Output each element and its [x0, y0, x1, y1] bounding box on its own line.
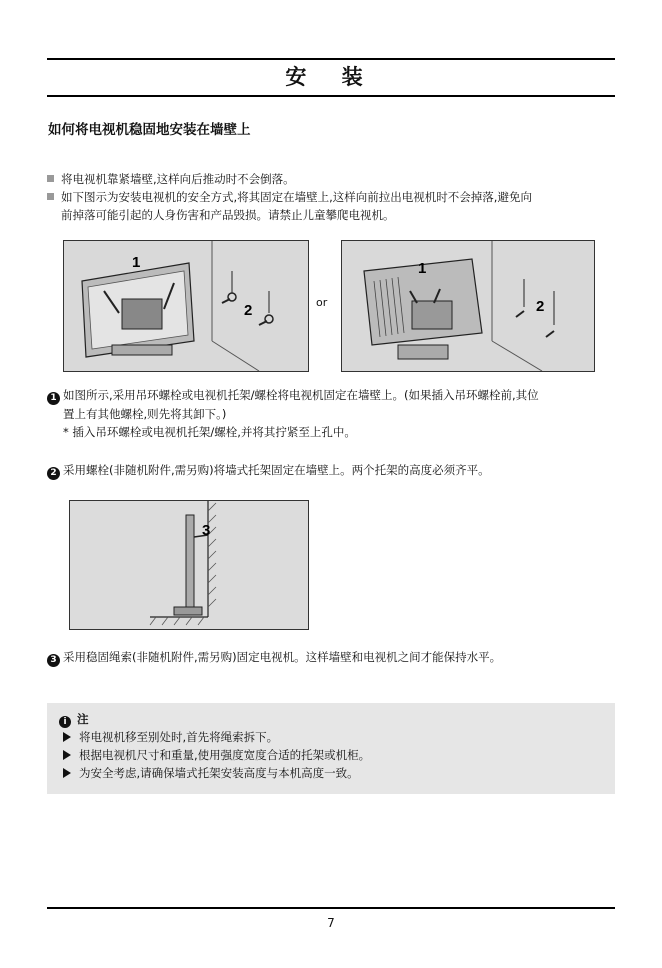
step-1 [47, 386, 622, 441]
step-3-text: 采用稳固绳索(非随机附件,需另购)固定电视机。这样墙壁和电视机之间才能保持水平。 [63, 650, 502, 664]
note-item-text: 为安全考虑,请确保墙式托架安装高度与本机高度一致。 [79, 766, 359, 780]
step-2 [47, 461, 622, 480]
step-number-badge: 1 [47, 392, 60, 405]
tv-wall-illustration-1 [64, 241, 308, 371]
note-heading [59, 711, 89, 728]
step-2-text: 采用螺栓(非随机附件,需另购)将墙式托架固定在墙壁上。两个托架的高度必须齐平。 [63, 463, 490, 477]
bullet-text: 将电视机靠紧墙壁,这样向后推动时不会倒落。 [61, 172, 295, 186]
step-1-note: * 插入吊环螺栓或电视机托架/螺栓,并将其拧紧至上孔中。 [63, 425, 356, 439]
bullet-item [47, 170, 622, 188]
bullet-square-icon [47, 175, 54, 182]
figure-tv-side [69, 500, 309, 630]
page-title: 安 装 [285, 65, 377, 89]
note-item [63, 764, 359, 782]
bullet-item [47, 188, 622, 224]
step-1-text: 如图所示,采用吊环螺栓或电视机托架/螺栓将电视机固定在墙壁上。(如果插入吊环螺栓前,其位 [63, 388, 539, 402]
info-icon: i [59, 716, 71, 728]
note-heading-text: 注 [77, 712, 89, 726]
note-item [63, 728, 278, 746]
note-box [47, 703, 615, 794]
title-underline [47, 95, 615, 97]
note-item [63, 746, 370, 764]
step-1-text-continued: 置上有其他螺栓,则先将其卸下。) [63, 407, 227, 421]
figure-tv-eyebolt [63, 240, 309, 372]
tv-wall-illustration-2 [342, 241, 594, 371]
figure1-label-2: 2 [244, 302, 253, 319]
triangle-bullet-icon [63, 768, 71, 778]
page-number: 7 [327, 916, 335, 930]
tv-side-illustration [70, 501, 308, 629]
figure2-label-2: 2 [536, 298, 545, 315]
figure-tv-bracket [341, 240, 595, 372]
step-3 [47, 648, 622, 667]
figure3-label-3: 3 [202, 522, 211, 539]
note-item-text: 根据电视机尺寸和重量,使用强度宽度合适的托架或机柜。 [79, 748, 371, 762]
figure1-label-1: 1 [132, 254, 141, 271]
step-number-badge: 2 [47, 467, 60, 480]
figure-or-label: or [316, 296, 328, 309]
triangle-bullet-icon [63, 732, 71, 742]
footer-rule [47, 907, 615, 909]
section-subtitle: 如何将电视机稳固地安装在墙壁上 [48, 122, 251, 138]
bullet-text-continued: 前掉落可能引起的人身伤害和产品毁损。请禁止儿童攀爬电视机。 [61, 208, 395, 222]
step-number-badge: 3 [47, 654, 60, 667]
triangle-bullet-icon [63, 750, 71, 760]
figure2-label-1: 1 [418, 260, 427, 277]
bullet-text: 如下图示为安装电视机的安全方式,将其固定在墙壁上,这样向前拉出电视机时不会掉落,避免向 [61, 190, 532, 204]
top-rule [47, 58, 615, 60]
bullet-square-icon [47, 193, 54, 200]
note-item-text: 将电视机移至别处时,首先将绳索拆下。 [79, 730, 279, 744]
